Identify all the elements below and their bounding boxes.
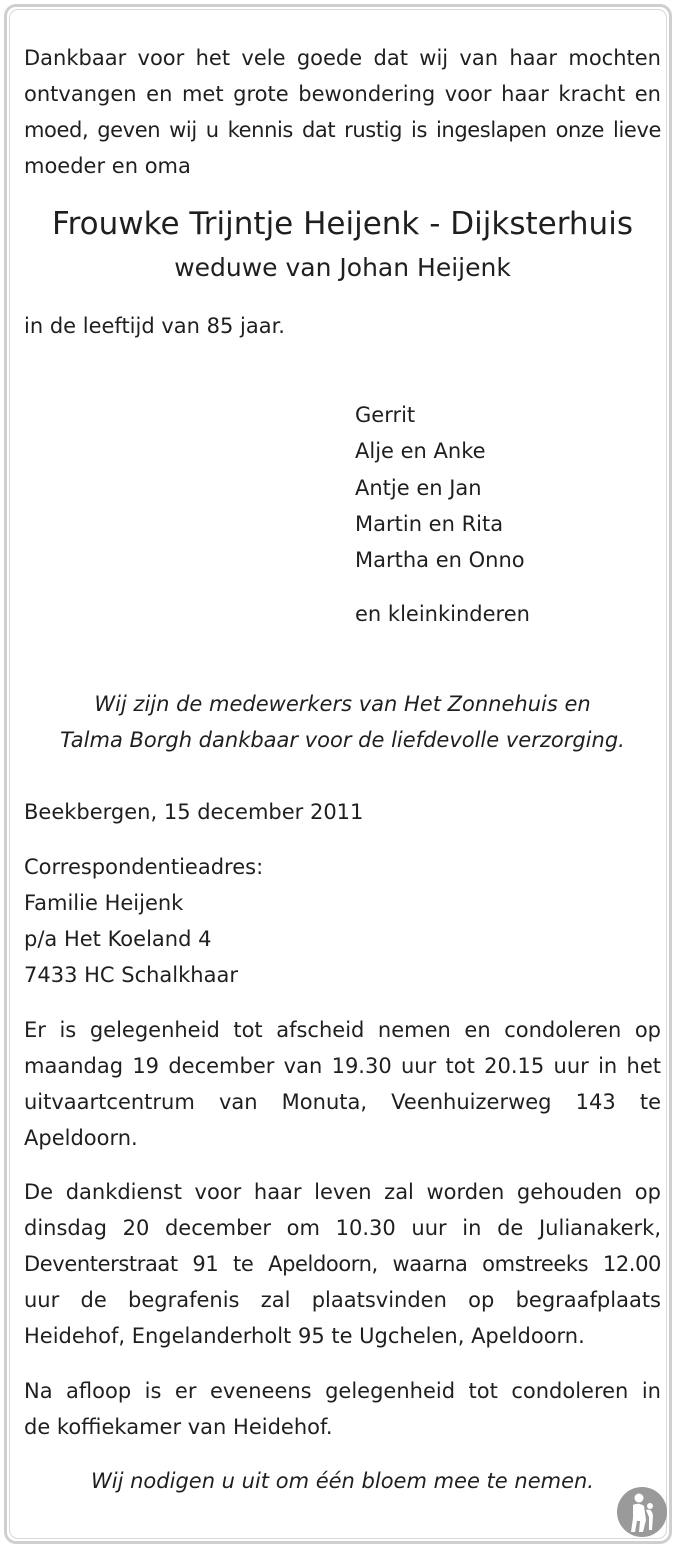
intro-line: ontvangen en met grote bewondering voor haar kracht en [24, 82, 661, 106]
thanks-line: Wij zijn de medewerkers van Het Zonnehuis en [94, 692, 591, 716]
flower-note: Wij nodigen u uit om één bloem mee te nemen. [91, 1469, 594, 1493]
address-line: p/a Het Koeland 4 [24, 927, 212, 951]
intro-line: moed, geven wij u kennis dat rustig is ingeslapen onze lieve [24, 118, 661, 142]
address-line: Familie Heijenk [24, 891, 184, 915]
family-member: Martin en Rita [355, 511, 504, 536]
family-member: Antje en Jan [355, 475, 482, 500]
afterwards-line: Na afloop is er eveneens gelegenheid tot condoleren in [24, 1379, 661, 1403]
place-date: Beekbergen, 15 december 2011 [24, 800, 364, 824]
afterwards-line: de koffiekamer van Heidehof. [24, 1415, 333, 1439]
deceased-name: Frouwke Trijntje Heijenk - Dijksterhuis [52, 206, 633, 242]
condolence-line: uitvaartcentrum van Monuta, Veenhuizerweg 143 te [24, 1090, 661, 1114]
service-paragraph [24, 1174, 661, 1354]
condolence-line: maandag 19 december van 19.30 uur tot 20.15 uur in het [24, 1054, 661, 1078]
thanks-line: Talma Borgh dankbaar voor de liefdevolle verzorging. [60, 728, 625, 752]
family-member: Alje en Anke [355, 439, 486, 464]
condolence-line: Er is gelegenheid tot afscheid nemen en condoleren op [24, 1018, 661, 1042]
address-line: 7433 HC Schalkhaar [24, 963, 238, 987]
service-line: Heidehof, Engelanderholt 95 te Ugchelen, Apeldoorn. [24, 1324, 585, 1348]
memorial-figure-icon [616, 1486, 668, 1538]
service-line: uur de begrafenis zal plaatsvinden op begraafplaats [24, 1288, 661, 1312]
intro-line: Dankbaar voor het vele goede dat wij van haar mochten [24, 46, 661, 70]
intro-line: moeder en oma [24, 154, 191, 178]
afterwards-paragraph [24, 1373, 661, 1445]
family-member: Gerrit [355, 403, 416, 427]
thanks-paragraph [24, 686, 661, 758]
service-line: Deventerstraat 91 te Apeldoorn, waarna omstreeks 12.00 [24, 1252, 661, 1276]
service-line: De dankdienst voor haar leven zal worden gehouden op [24, 1180, 661, 1204]
condolence-line: Apeldoorn. [24, 1126, 138, 1150]
grandchildren-line: en kleinkinderen [355, 602, 530, 626]
family-list [355, 397, 525, 578]
condolence-paragraph [24, 1012, 661, 1156]
age-line: in de leeftijd van 85 jaar. [24, 314, 285, 338]
family-member: Martha en Onno [355, 548, 525, 573]
deceased-subtitle: weduwe van Johan Heijenk [174, 253, 511, 282]
service-line: dinsdag 20 december om 10.30 uur in de Julianakerk, [24, 1216, 661, 1240]
intro-paragraph [24, 40, 661, 184]
address-line: Correspondentieadres: [24, 855, 264, 879]
correspondence-address [24, 849, 661, 993]
